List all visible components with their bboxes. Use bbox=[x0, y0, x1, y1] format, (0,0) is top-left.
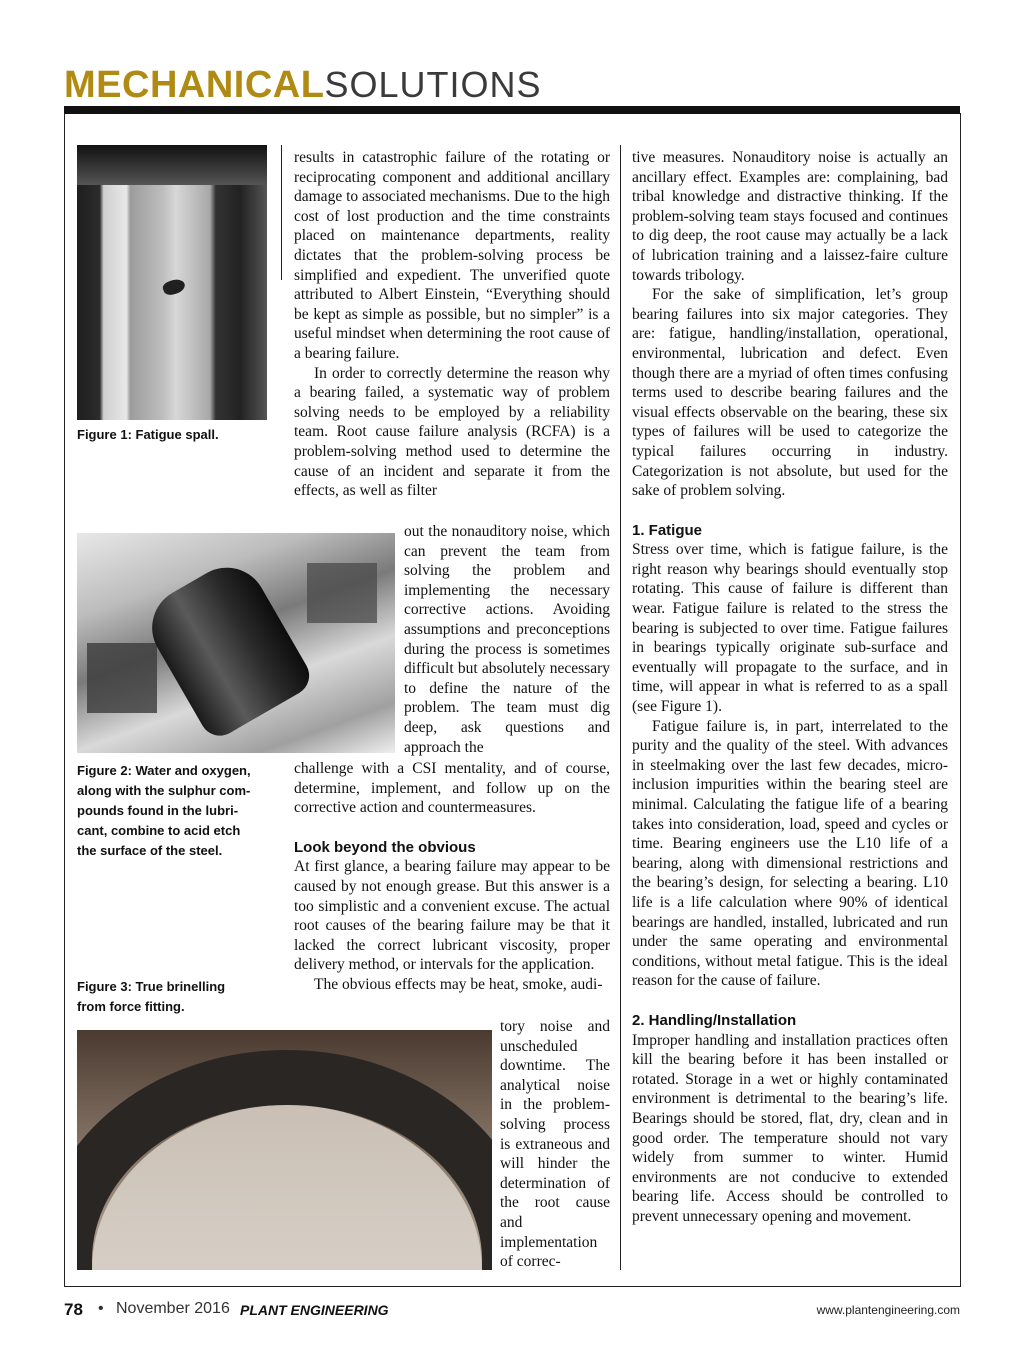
roller-element bbox=[138, 553, 317, 743]
figure-1-caption: Figure 1: Fatigue spall. bbox=[77, 427, 219, 442]
figure-2-caption: Figure 2: Water and oxygen, along with the sulphur com- pounds found in the lubri- cant, combine to acid etch the surface of the steel. bbox=[77, 763, 251, 858]
spall-mark bbox=[161, 277, 186, 298]
paragraph: Stress over time, which is fatigue failure, is the right reason why bearings should eventually stop rotating. This cause of failure is different than wear. Fatigue failure is related to the stress the bearing is subjected to over time. Fatigue failures in bearings typically originate sub-surface and eventually will propagate to the surface, and in time, will appear in what is referred to as a spall (see Figure 1). bbox=[632, 541, 948, 716]
figure-2-photo bbox=[77, 533, 395, 753]
figure-3-photo bbox=[77, 1030, 492, 1270]
paragraph: In order to correctly determine the reason why a bearing failed, a systematic way of problem solving needs to be employed by a reliability team. Root cause failure analysis (RCFA) is a problem-solving method used to determine the cause of an incident and separate it from the effects, as well as filter bbox=[294, 364, 610, 500]
figure-1-photo bbox=[77, 145, 267, 420]
column-2-top bbox=[294, 148, 610, 501]
section-header bbox=[64, 64, 541, 107]
paragraph: Improper handling and installation practices often kill the bearing before it has been installed or rotated. Storage in a wet or highly contaminated environment is detrimental to the bearing’s life. Bearings should be stored, flat, dry, clean and in good order. The temperature should not vary widely from summer to winter. Humid environments are not conducive to extended bearing life. Access should be controlled to prevent unnecessary opening and movement. bbox=[632, 1031, 948, 1225]
column-2-bottom-wrap bbox=[500, 1017, 610, 1272]
paragraph: The obvious effects may be heat, smoke, audi- bbox=[314, 975, 603, 993]
page-number: 78 bbox=[64, 1300, 83, 1319]
paragraph: For the sake of simplification, let’s group bearing failures into six major categories. They are: fatigue, handling/installation, operational, environmental, lubrication and defect. Even though there are a myriad of often times confusing terms used to describe bearing failures and the visual effects observable on the bearing, these six types of failures will be used to categorize the typical failures occurring in industry. Categorization is not absolute, but used for the sake of problem solving. bbox=[632, 286, 948, 500]
heading-handling: 2. Handling/Installation bbox=[632, 1011, 797, 1029]
footer-separator: • bbox=[98, 1300, 104, 1317]
column-divider bbox=[620, 145, 621, 1270]
column-divider bbox=[281, 145, 282, 280]
heading-look-beyond: Look beyond the obvious bbox=[294, 838, 476, 856]
paragraph: out the nonauditory noise, which can prevent the team from solving the problem and implementing the necessary corrective actions. Avoiding assumptions and preconceptions during the process is sometimes difficult but absolutely necessary to define the nature of the problem. The team must dig deep, ask questions and approach the bbox=[404, 523, 610, 756]
paragraph: tive measures. Nonauditory noise is actually an ancillary effect. Examples are: complaining, bad tribal knowledge and distractive thinking. If the problem-solving team stays focused and continues to dig deep, the root cause may actually be a lack of lubrication training and a laissez-faire culture towards tribology. bbox=[632, 149, 948, 284]
column-2-mid bbox=[294, 759, 610, 995]
website-url: www.plantengineering.com bbox=[816, 1303, 960, 1317]
figure-3-caption: Figure 3: True brinelling from force fitting. bbox=[77, 979, 226, 1014]
section-title-bold: MECHANICAL bbox=[64, 64, 325, 106]
paragraph: tory noise and unscheduled downtime. The analytical noise in the problem-solving process is extraneous and will hinder the determination of the root cause and implementation of correc- bbox=[500, 1018, 610, 1271]
page-footer bbox=[64, 1300, 960, 1324]
heading-fatigue: 1. Fatigue bbox=[632, 521, 703, 539]
publication-name: PLANT ENGINEERING bbox=[240, 1302, 389, 1318]
column-3 bbox=[632, 148, 948, 1226]
paragraph: results in catastrophic failure of the rotating or reciprocating component and additional ancillary damage to associated mechanisms. Due to the high cost of lost production and the time constraints placed on maintenance departments, reality dictates that the problem-solving process be simplified and expedient. The unverified quote attributed to Albert Einstein, “Everything should be kept as simple as possible, but no simpler” is a useful mindset when determining the root cause of a bearing failure. bbox=[294, 149, 610, 362]
paragraph: challenge with a CSI mentality, and of course, determine, implement, and follow up on the corrective action and countermeasures. bbox=[294, 760, 610, 817]
paragraph: Fatigue failure is, in part, interrelated to the purity and the quality of the steel. With advances in steelmaking over the last few decades, micro-inclusion impurities within the bearing steel are minimal. Calculating the fatigue life of a bearing takes into consideration, load, speed and cycles or time. Bearing engineers use the L10 life of a bearing, along with dimensional restrictions and the bearing’s design, for selecting a bearing. L10 life is a life calculation where 90% of identical bearings are handled, installed, lubricated and run under the same operating and environmental conditions, without metal fatigue. This is the ideal reason for the cause of failure. bbox=[632, 717, 948, 990]
paragraph: At first glance, a bearing failure may appear to be caused by not enough grease. But this answer is a too simplistic and a convenient excuse. The actual root causes of the bearing failure may be that it lacked the correct lubricant viscosity, proper delivery method, or intervals for the application. bbox=[294, 858, 610, 974]
section-title-light: SOLUTIONS bbox=[324, 64, 542, 105]
issue-date: November 2016 bbox=[116, 1300, 230, 1317]
column-2-wrap bbox=[404, 522, 610, 757]
